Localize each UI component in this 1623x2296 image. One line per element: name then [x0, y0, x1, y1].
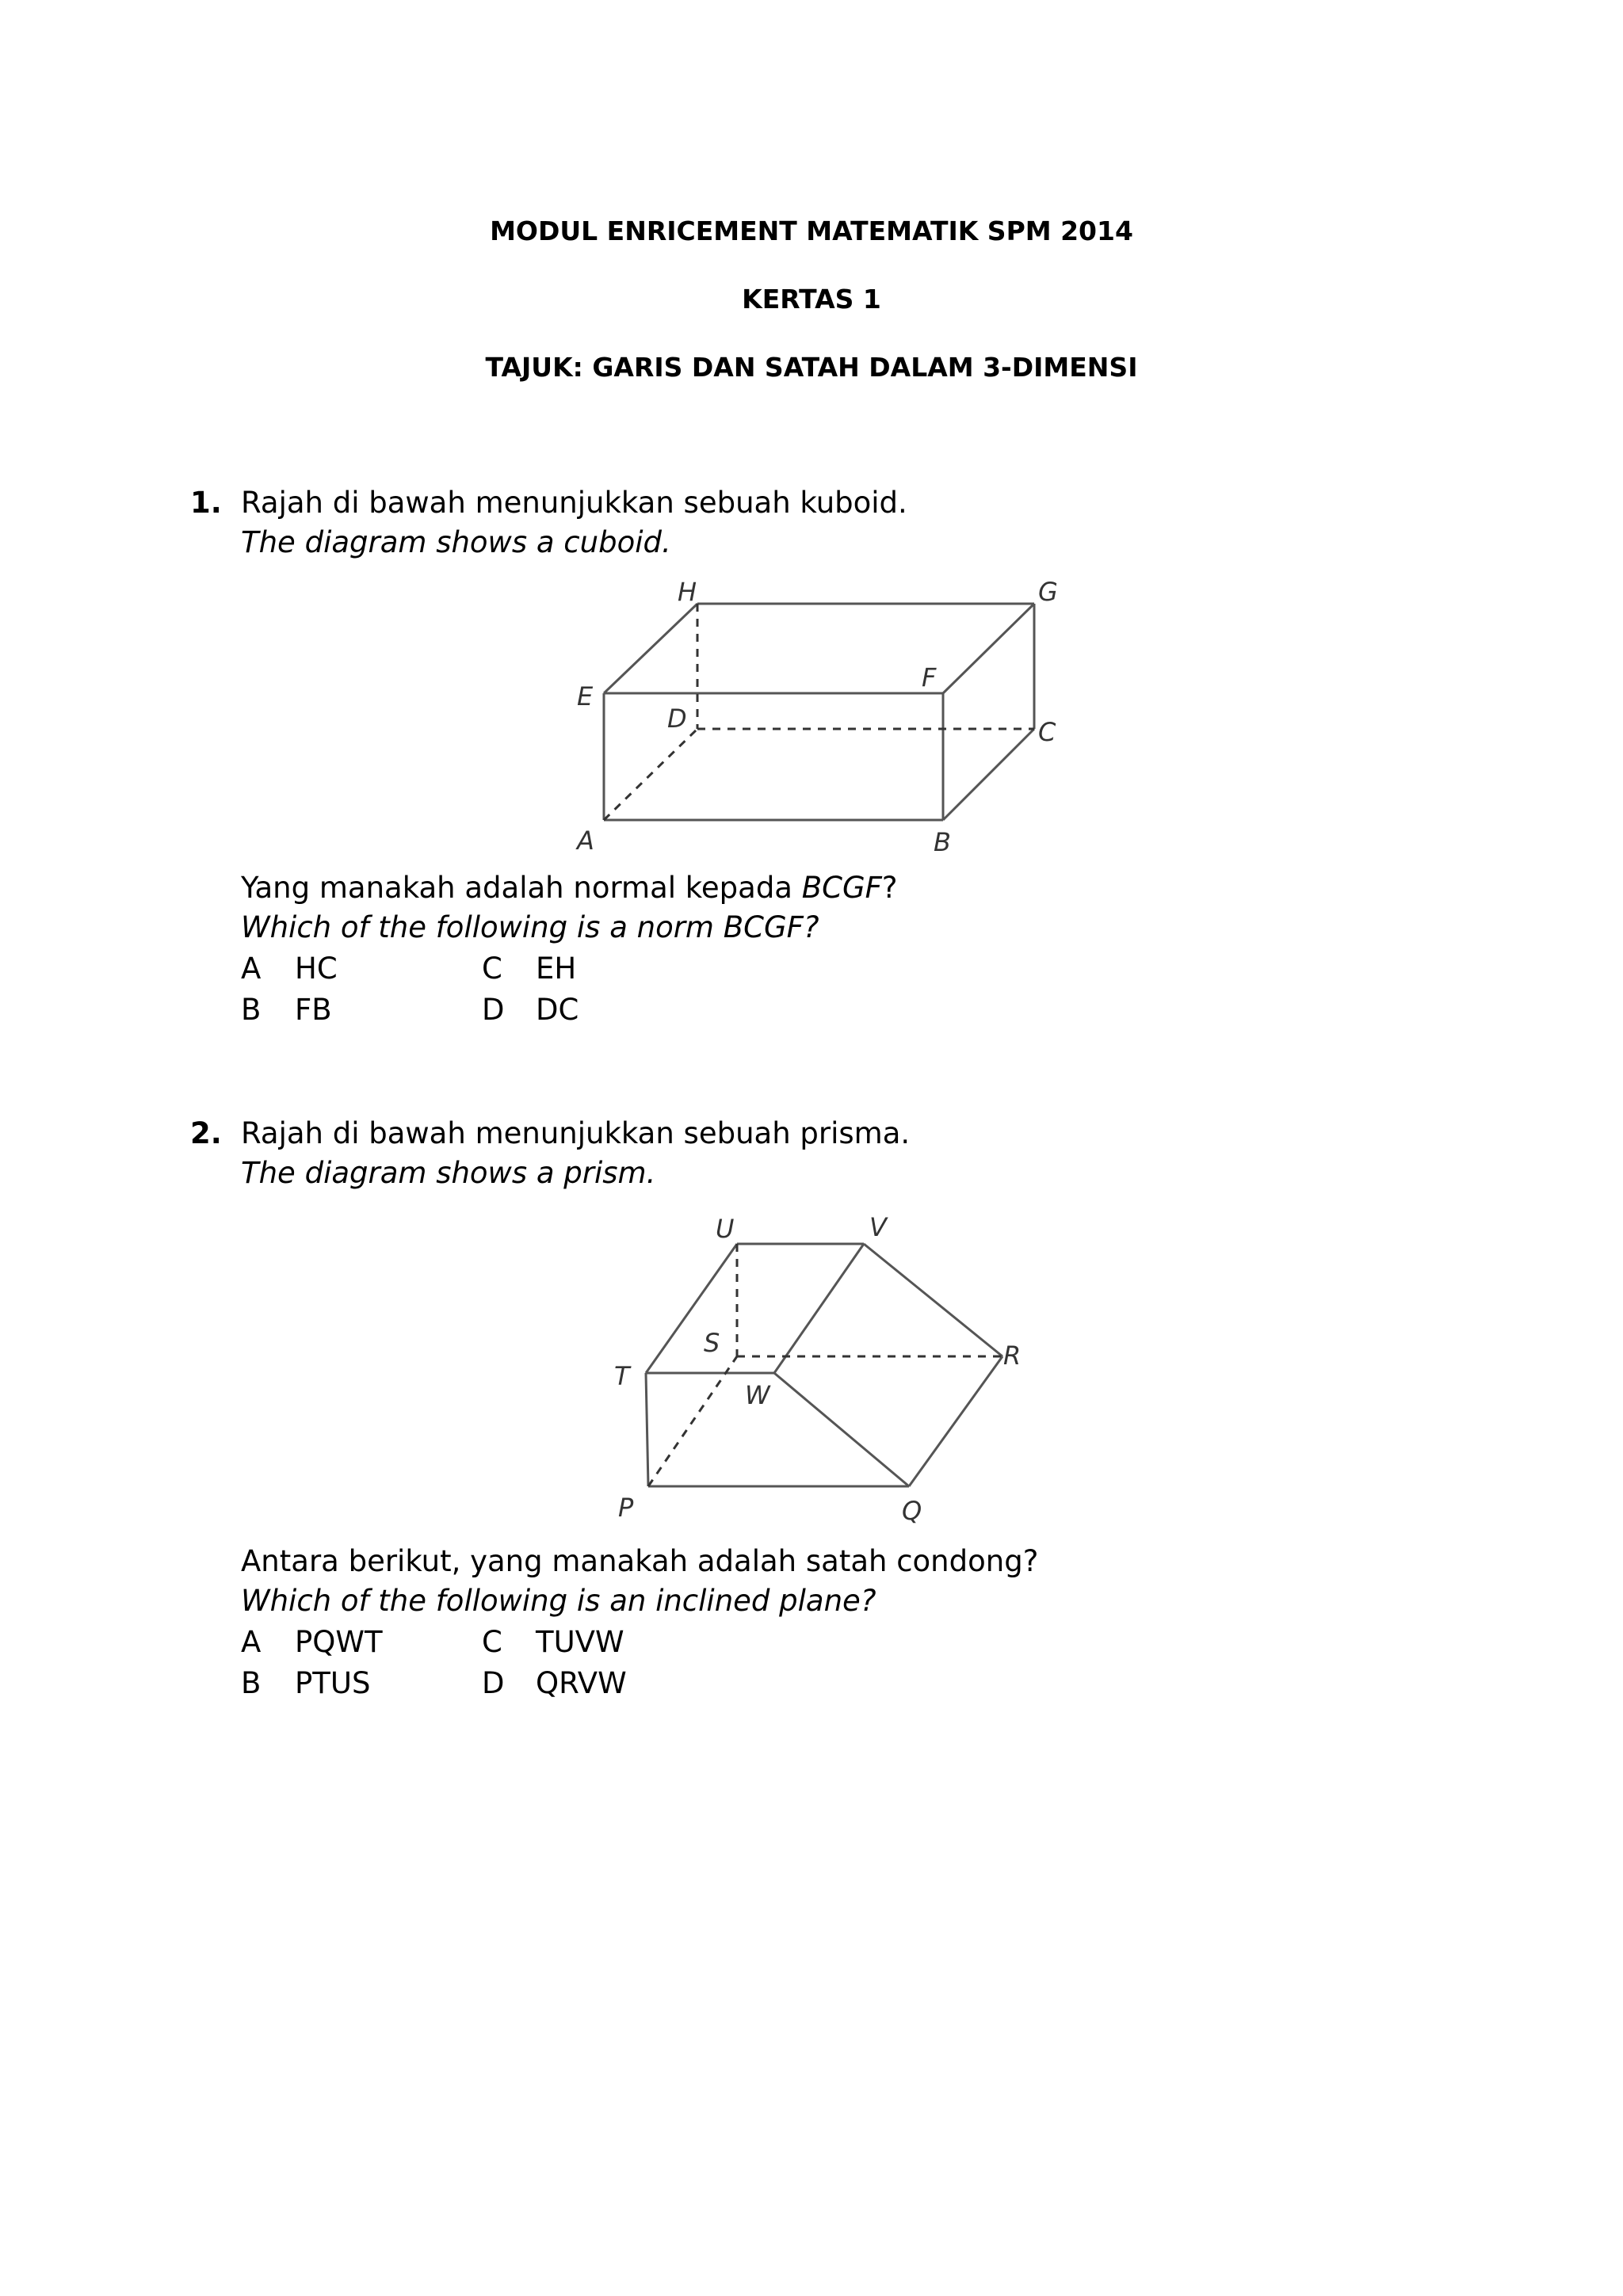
question-2-number: 2. [190, 1116, 222, 1150]
option-letter: D [482, 1666, 505, 1700]
vertex-label-h: H [678, 577, 697, 607]
edge-qr [909, 1356, 1002, 1486]
question-1-plane: BCGF [801, 871, 882, 905]
option-letter: B [241, 993, 262, 1027]
question-1-intro-ms: Rajah di bawah menunjukkan sebuah kuboid. [241, 486, 907, 520]
question-2-intro-ms: Rajah di bawah menunjukkan sebuah prisma. [241, 1116, 911, 1150]
vertex-label-e: E [577, 681, 594, 711]
option-text: PTUS [295, 1666, 371, 1700]
vertex-label-r: R [1003, 1341, 1022, 1371]
vertex-label-w: W [745, 1380, 770, 1410]
edge-wq [774, 1373, 909, 1486]
vertex-label-q: Q [902, 1496, 922, 1526]
vertex-label-d: D [667, 704, 687, 734]
vertex-label-v: V [869, 1212, 887, 1242]
edge-vr [864, 1244, 1002, 1356]
question-2-option-d[interactable] [482, 1665, 627, 1702]
vertex-label-f: F [922, 662, 937, 692]
question-1-number: 1. [190, 486, 222, 520]
option-text: FB [295, 993, 332, 1027]
option-text: PQWT [295, 1625, 383, 1659]
vertex-label-s: S [704, 1328, 720, 1358]
option-text: TUVW [536, 1625, 624, 1659]
question-1-text-ms-prefix: Yang manakah adalah normal kepada [241, 871, 802, 905]
question-1-text-ms-suffix: ? [881, 871, 898, 905]
vertex-label-t: T [614, 1361, 630, 1391]
edge-ps-hidden [648, 1356, 737, 1486]
question-2-text-en: Which of the following is an inclined plane? [241, 1584, 876, 1618]
vertex-label-p: P [618, 1493, 634, 1523]
vertex-label-c: C [1038, 717, 1056, 747]
vertex-label-a: A [577, 826, 594, 856]
option-text: DC [536, 993, 579, 1027]
vertex-label-u: U [716, 1214, 735, 1244]
option-letter: C [482, 952, 502, 986]
vertex-label-g: G [1038, 577, 1058, 607]
question-2-option-b[interactable] [241, 1665, 370, 1702]
option-letter: A [241, 1625, 262, 1659]
question-2-intro-en: The diagram shows a prism. [241, 1156, 656, 1190]
option-text: EH [536, 952, 577, 986]
vertex-label-b: B [934, 827, 951, 857]
option-text: QRVW [536, 1666, 627, 1700]
question-1-text-en: Which of the following is a norm BCGF? [241, 910, 819, 944]
edge-tu [646, 1244, 737, 1373]
question-1-intro-en: The diagram shows a cuboid. [241, 525, 671, 559]
edge-wv [774, 1244, 864, 1373]
option-letter: D [482, 993, 505, 1027]
option-text: HC [295, 952, 338, 986]
question-2-option-c[interactable] [482, 1624, 624, 1661]
module-title: MODUL ENRICEMENT MATEMATIK SPM 2014 [490, 215, 1133, 246]
option-letter: A [241, 952, 262, 986]
option-letter: B [241, 1666, 262, 1700]
question-2-option-a[interactable] [241, 1624, 383, 1661]
topic-title: TAJUK: GARIS DAN SATAH DALAM 3-DIMENSI [485, 352, 1138, 383]
question-2-text-ms: Antara berikut, yang manakah adalah satah condong? [241, 1544, 1039, 1578]
edge-tp [646, 1373, 648, 1486]
option-letter: C [482, 1625, 502, 1659]
paper-label: KERTAS 1 [742, 284, 881, 315]
